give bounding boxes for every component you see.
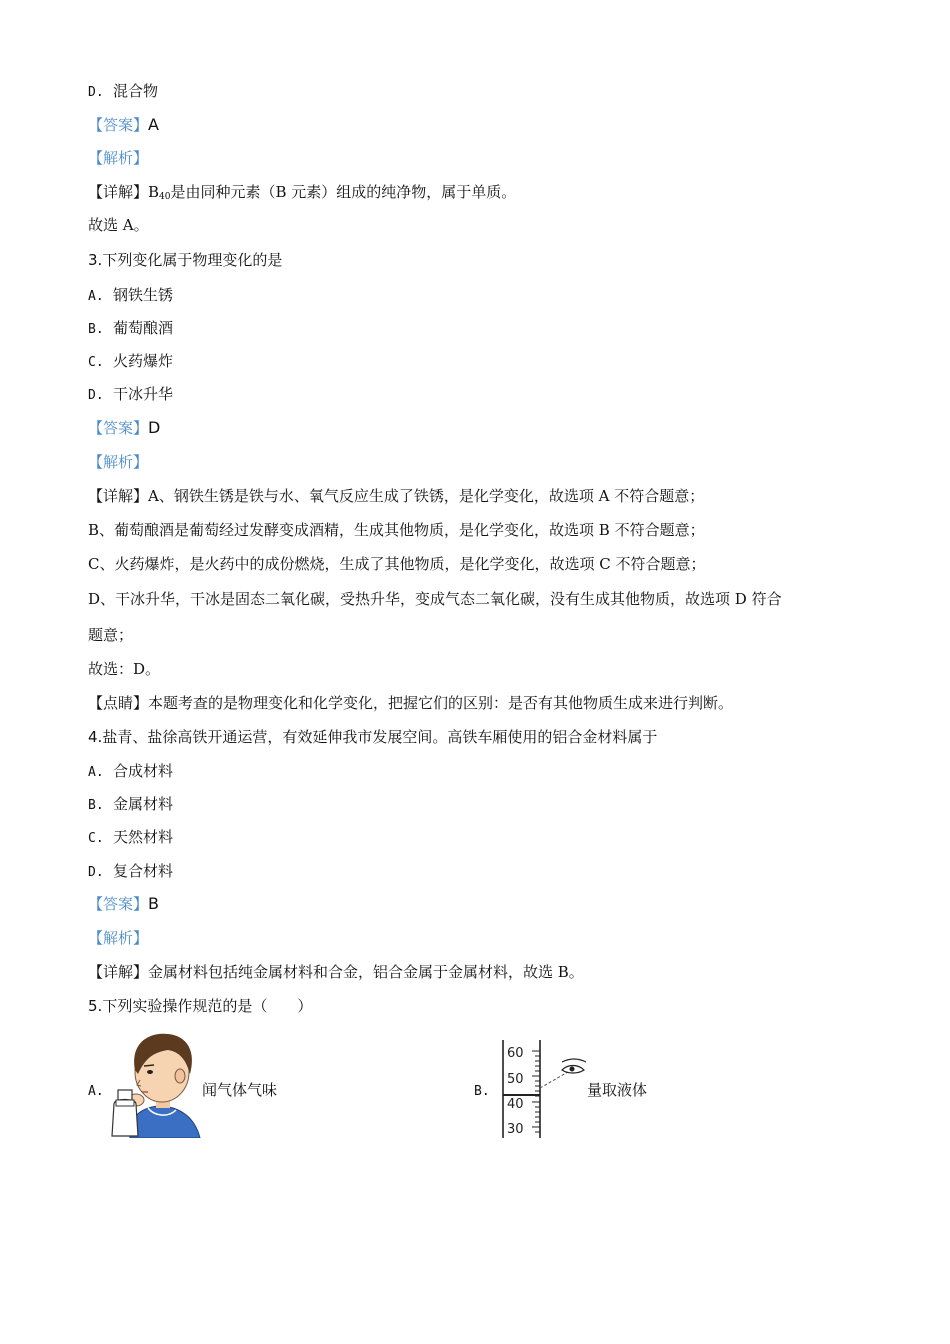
comment-text: 本题考查的是物理变化和化学变化，把握它们的区别：是否有其他物质生成来进行判断。 [148,694,734,712]
q3-detail-b: B、葡萄酿酒是葡萄经过发酵变成酒精，生成其他物质，是化学变化，故选项 B 不符合题意； [88,521,705,539]
option-text: 钢铁生锈 [113,286,174,304]
q5-option-b-caption: 量取液体 [587,1081,648,1099]
cylinder-tick-60: 60 [507,1046,524,1061]
analysis-tag: 【解析】 [88,929,149,947]
q4-answer [88,894,159,914]
q5-stem [88,996,312,1016]
option-letter: C. [88,831,104,846]
question-text: 盐青、盐徐高铁开通运营，有效延伸我市发展空间。高铁车厢使用的铝合金材料属于 [102,728,658,746]
q3-answer [88,418,160,438]
option-text: 干冰升华 [113,385,174,403]
answer-value: B [148,894,159,913]
q3-option-c [88,351,173,373]
detail-text: A、钢铁生锈是铁与水、氧气反应生成了铁锈，是化学变化，故选项 A 不符合题意； [148,487,705,505]
q2-answer [88,115,159,135]
q4-stem [88,727,657,747]
q3-conclusion: 故选：D。 [88,660,161,678]
q2-analysis-tag [88,148,148,168]
answer-value: A [148,115,159,134]
option-letter: B. [88,798,104,813]
q4-option-c [88,827,173,849]
cylinder-tick-40: 40 [507,1097,524,1112]
q3-detail-d: D、干冰升华，干冰是固态二氧化碳，受热升华，变成气态二氧化碳，没有生成其他物质，故选项 D 符合 [88,590,782,608]
q3-option-b [88,318,173,340]
q3-detail-c: C、火药爆炸，是火药中的成份燃烧，生成了其他物质，是化学变化，故选项 C 不符合题意； [88,555,706,573]
option-letter: D. [88,388,104,403]
cylinder-tick-30: 30 [507,1122,524,1137]
question-number: 3. [88,251,103,269]
q4-option-b [88,794,173,816]
detail-text: 金属材料包括纯金属材料和合金，铝合金属于金属材料，故选 B。 [148,963,584,981]
detail-formula-b: B [148,183,160,201]
q2-option-d [88,81,158,103]
q4-analysis-tag [88,928,148,948]
graduated-cylinder-illustration [498,1038,590,1140]
analysis-tag: 【解析】 [88,453,149,471]
answer-tag: 【答案】 [88,419,149,437]
detail-tag: 【详解】 [88,487,149,505]
option-letter: B. [474,1084,490,1099]
q5-option-a-caption: 闻气体气味 [202,1081,278,1099]
cylinder-tick-50: 50 [507,1072,524,1087]
detail-formula-sub: 40 [159,192,171,202]
option-letter: D. [88,85,104,100]
option-text: 火药爆炸 [113,352,174,370]
detail-text: 是由同种元素（B 元素）组成的纯净物，属于单质。 [170,183,517,201]
q3-option-d [88,384,173,406]
option-letter: B. [88,322,104,337]
option-letter: D. [88,865,104,880]
answer-tag: 【答案】 [88,895,149,913]
question-number: 5. [88,997,103,1015]
q4-option-a [88,761,173,783]
q3-detail-d-cont: 题意； [88,626,134,644]
question-text: 下列实验操作规范的是（ ） [102,997,313,1015]
q4-detail [88,962,584,982]
option-text: 天然材料 [113,828,174,846]
option-letter: A. [88,1084,104,1099]
q3-detail-a [88,486,704,506]
answer-tag: 【答案】 [88,116,149,134]
q5-option-b-letter [474,1080,499,1102]
comment-tag: 【点睛】 [88,694,149,712]
analysis-tag: 【解析】 [88,149,149,167]
q3-analysis-tag [88,452,148,472]
option-text: 混合物 [113,82,159,100]
option-text: 复合材料 [113,862,174,880]
q3-option-a [88,285,173,307]
option-text: 金属材料 [113,795,174,813]
detail-tag: 【详解】 [88,183,149,201]
option-letter: A. [88,765,104,780]
option-letter: A. [88,289,104,304]
smelling-gas-illustration [110,1030,202,1138]
q3-stem [88,250,282,270]
option-text: 葡萄酿酒 [113,319,174,337]
q2-conclusion: 故选 A。 [88,216,149,234]
question-number: 4. [88,728,103,746]
question-text: 下列变化属于物理变化的是 [102,251,283,269]
q3-comment [88,693,733,713]
q4-option-d [88,861,173,883]
answer-value: D [148,418,161,437]
detail-tag: 【详解】 [88,963,149,981]
q2-detail [88,182,516,207]
option-letter: C. [88,355,104,370]
option-text: 合成材料 [113,762,174,780]
